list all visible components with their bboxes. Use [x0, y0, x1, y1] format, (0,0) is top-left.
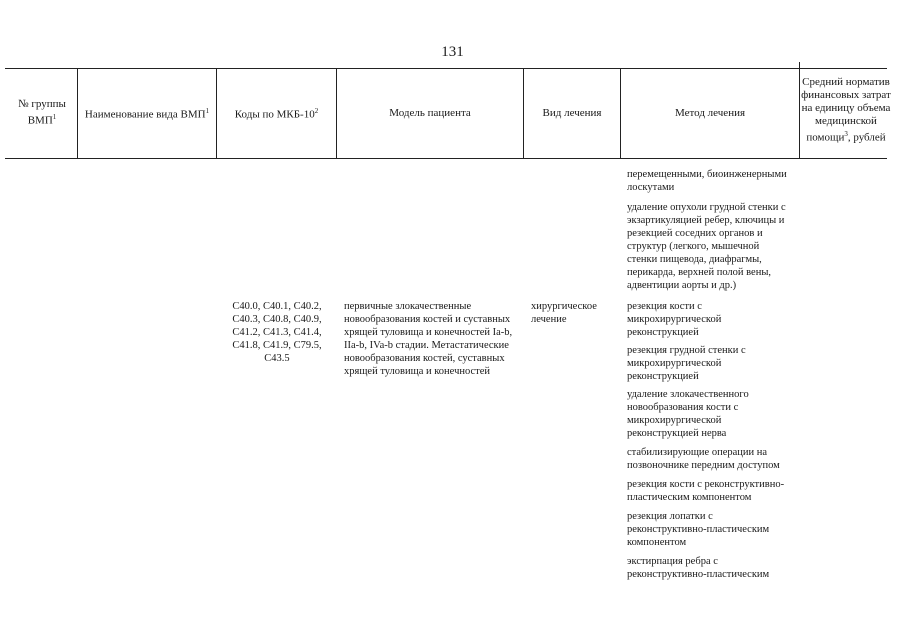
header-method: Метод лечения — [674, 106, 746, 119]
table-header-bottom-border — [5, 158, 887, 159]
header-cost: Средний норматив финансовых затрат на единицу объема медицинской помощи$^3$, рублей — [801, 75, 891, 144]
method-chest-resection-micro: резекция грудной стенки с микрохирургической реконструкцией — [627, 345, 746, 382]
header-name: Наименование вида ВМП$^1$ — [84, 106, 210, 121]
method-continuation: перемещенными, биоинженерными лоскутами — [627, 169, 787, 193]
method-scapula-resection: резекция лопатки с реконструктивно-пластическим компонентом — [627, 511, 770, 548]
method-bone-resection-micro: резекция кости с микрохирургической реконструкцией — [627, 301, 722, 338]
method-spine-stabilization: стабилизирующие операции на позвоночнике передним доступом — [627, 447, 780, 471]
patient-model: первичные злокачественные новообразования костей и суставных хрящей туловища и конечностей Ia-b, IIa-b, IVa-b стадии. Метастатические новообразования костей, суставных хрящей туловища и конечностей — [344, 301, 513, 377]
header-codes: Коды по МКБ-$10^2$ — [234, 106, 319, 121]
header-treatment: Вид лечения — [542, 106, 602, 119]
method-tumor-removal-nerve: удаление злокачественного новообразования кости с микрохирургической реконструкцией нерва — [627, 389, 749, 439]
table-top-border — [5, 68, 887, 69]
page-number: 131 — [441, 44, 464, 60]
method-chest-wall: удаление опухоли грудной стенки с экзартикуляцией ребер, ключицы и резекцией соседних органов и структур (легкого, мышечной стенки пищевода, диафрагмы, перикарда, верхней полой вены, адвентиции аорты и др.) — [627, 202, 786, 291]
icd-codes: C40.0, C40.1, C40.2, C40.3, C40.8, C40.9, C41.2, C41.3, C41.4, C41.8, C41.9, C79.5, C43.5 — [232, 301, 322, 364]
header-group: № группы ВМП$^1$ — [18, 98, 66, 127]
method-rib-extirpation: экстирпация ребра с реконструктивно-пластическим — [627, 556, 770, 580]
method-bone-resection-plastic: резекция кости с реконструктивно- пластическим компонентом — [627, 479, 785, 503]
header-model: Модель пациента — [389, 106, 471, 119]
treatment-type: хирургическое лечение — [531, 301, 597, 325]
